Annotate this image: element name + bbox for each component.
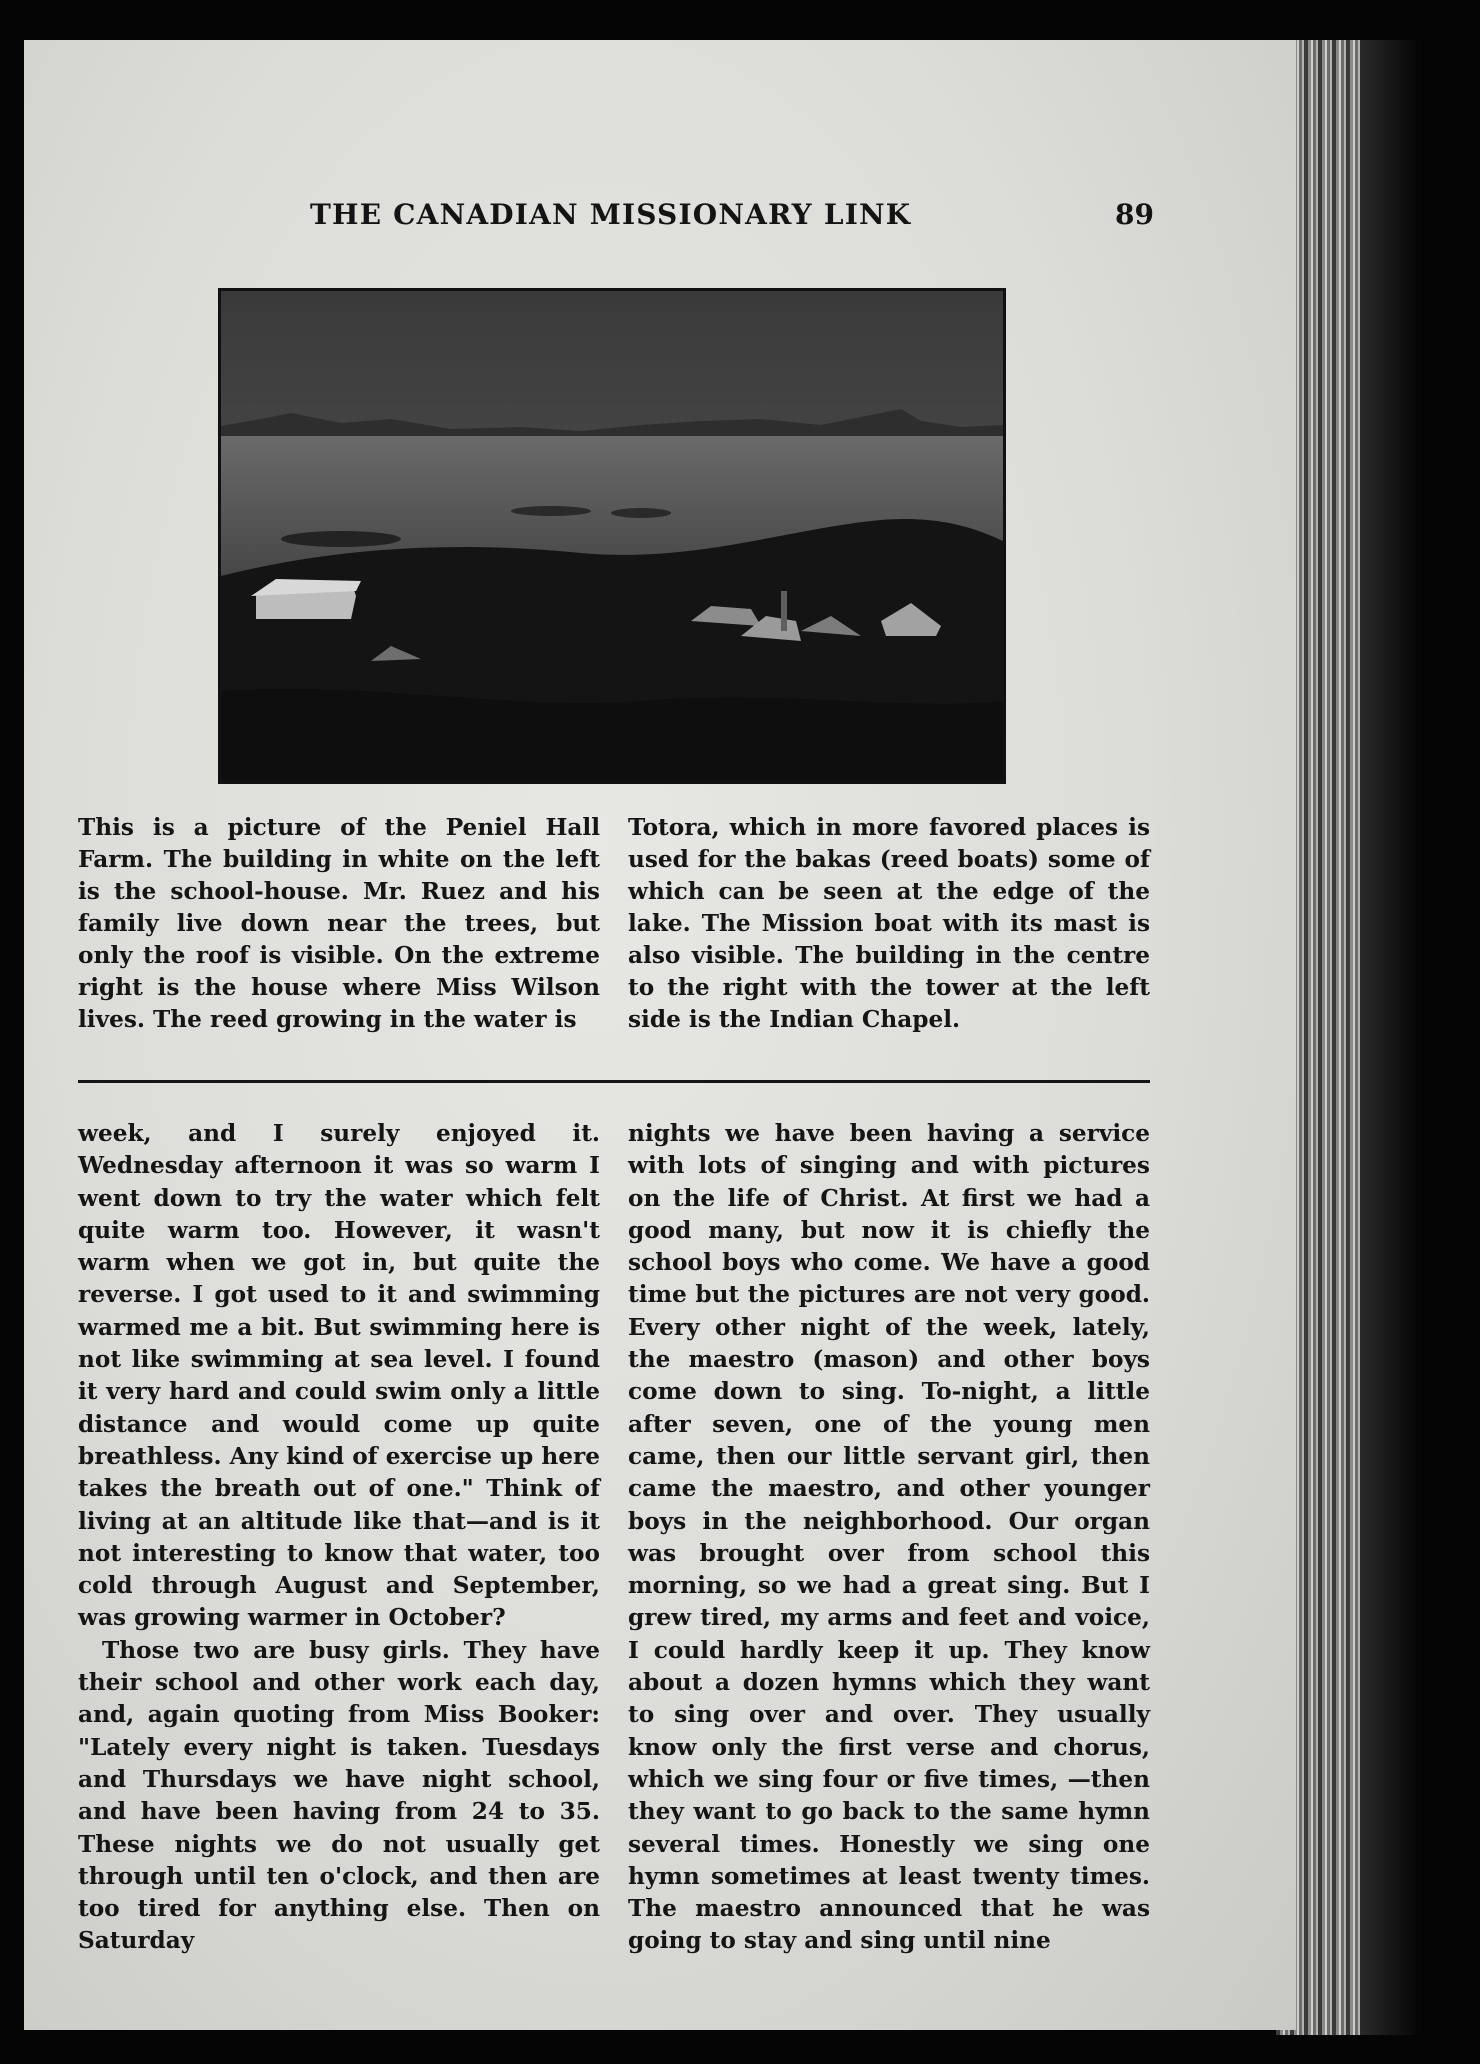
- body-paragraph: week, and I surely enjoyed it. Wednesday afternoon it was so warm I went down to try the water which felt quite warm too. However, it wasn't warm when we got in, but quite the reverse. I got used to it and swimming warmed me a bit. But swimming here is not like swimming at sea level. I found it very hard and could swim only a little distance and would come up quite breathless. Any kind of exercise up here takes the breath out of one." Think of living at an altitude like that—and is it not interesting to know that water, too cold through August and September, was growing warmer in October?: [78, 1120, 600, 1632]
- section-divider: [78, 1080, 1150, 1083]
- body-column-right: [628, 1118, 1150, 1958]
- farm-photograph: [218, 288, 1006, 784]
- body-column-left: [78, 1118, 600, 1958]
- lake-landscape-image: [221, 291, 1003, 781]
- running-head: THE CANADIAN MISSIONARY LINK: [310, 198, 912, 231]
- page-number: 89: [1115, 198, 1154, 231]
- photo-caption-left: This is a picture of the Peniel Hall Farm. The building in white on the left is the school-house. Mr. Ruez and his family live down near the trees, but only the roof is visible. On the extreme right is the house where Miss Wilson lives. The reed growing in the water is: [78, 814, 600, 1033]
- body-paragraph: Those two are busy girls. They have their school and other work each day, and, again quoting from Miss Booker: "Lately every night is taken. Tuesdays and Thursdays we have night school, and have been having from 24 to 35. These nights we do not usually get through until ten o'clock, and then are too tired for anything else. Then on Saturday: [78, 1636, 600, 1955]
- binding-shadow: [1360, 40, 1420, 2035]
- photo-caption-right: Totora, which in more favored places is used for the bakas (reed boats) some of which can be seen at the edge of the lake. The Mission boat with its mast is also visible. The building in the centre to the right with the tower at the left side is the Indian Chapel.: [628, 814, 1150, 1033]
- body-paragraph: nights we have been having a service with lots of singing and with pictures on the life of Christ. At first we had a good many, but now it is chiefly the school boys who come. We have a good time but the pictures are not very good. Every other night of the week, lately, the maestro (mason) and other boys come down to sing. To-night, a little after seven, one of the young men came, then our little servant girl, then came the maestro, and other younger boys in the neighborhood. Our organ was brought over from school this morning, so we had a great sing. But I grew tired, my arms and feet and voice, I could hardly keep it up. They know about a dozen hymns which they want to sing over and over. They usually know only the first verse and chorus, which we sing four or five times, —then they want to go back to the same hymn several times. Honestly we sing one hymn sometimes at least twenty times. The maestro announced that he was going to stay and sing until nine: [628, 1120, 1150, 1955]
